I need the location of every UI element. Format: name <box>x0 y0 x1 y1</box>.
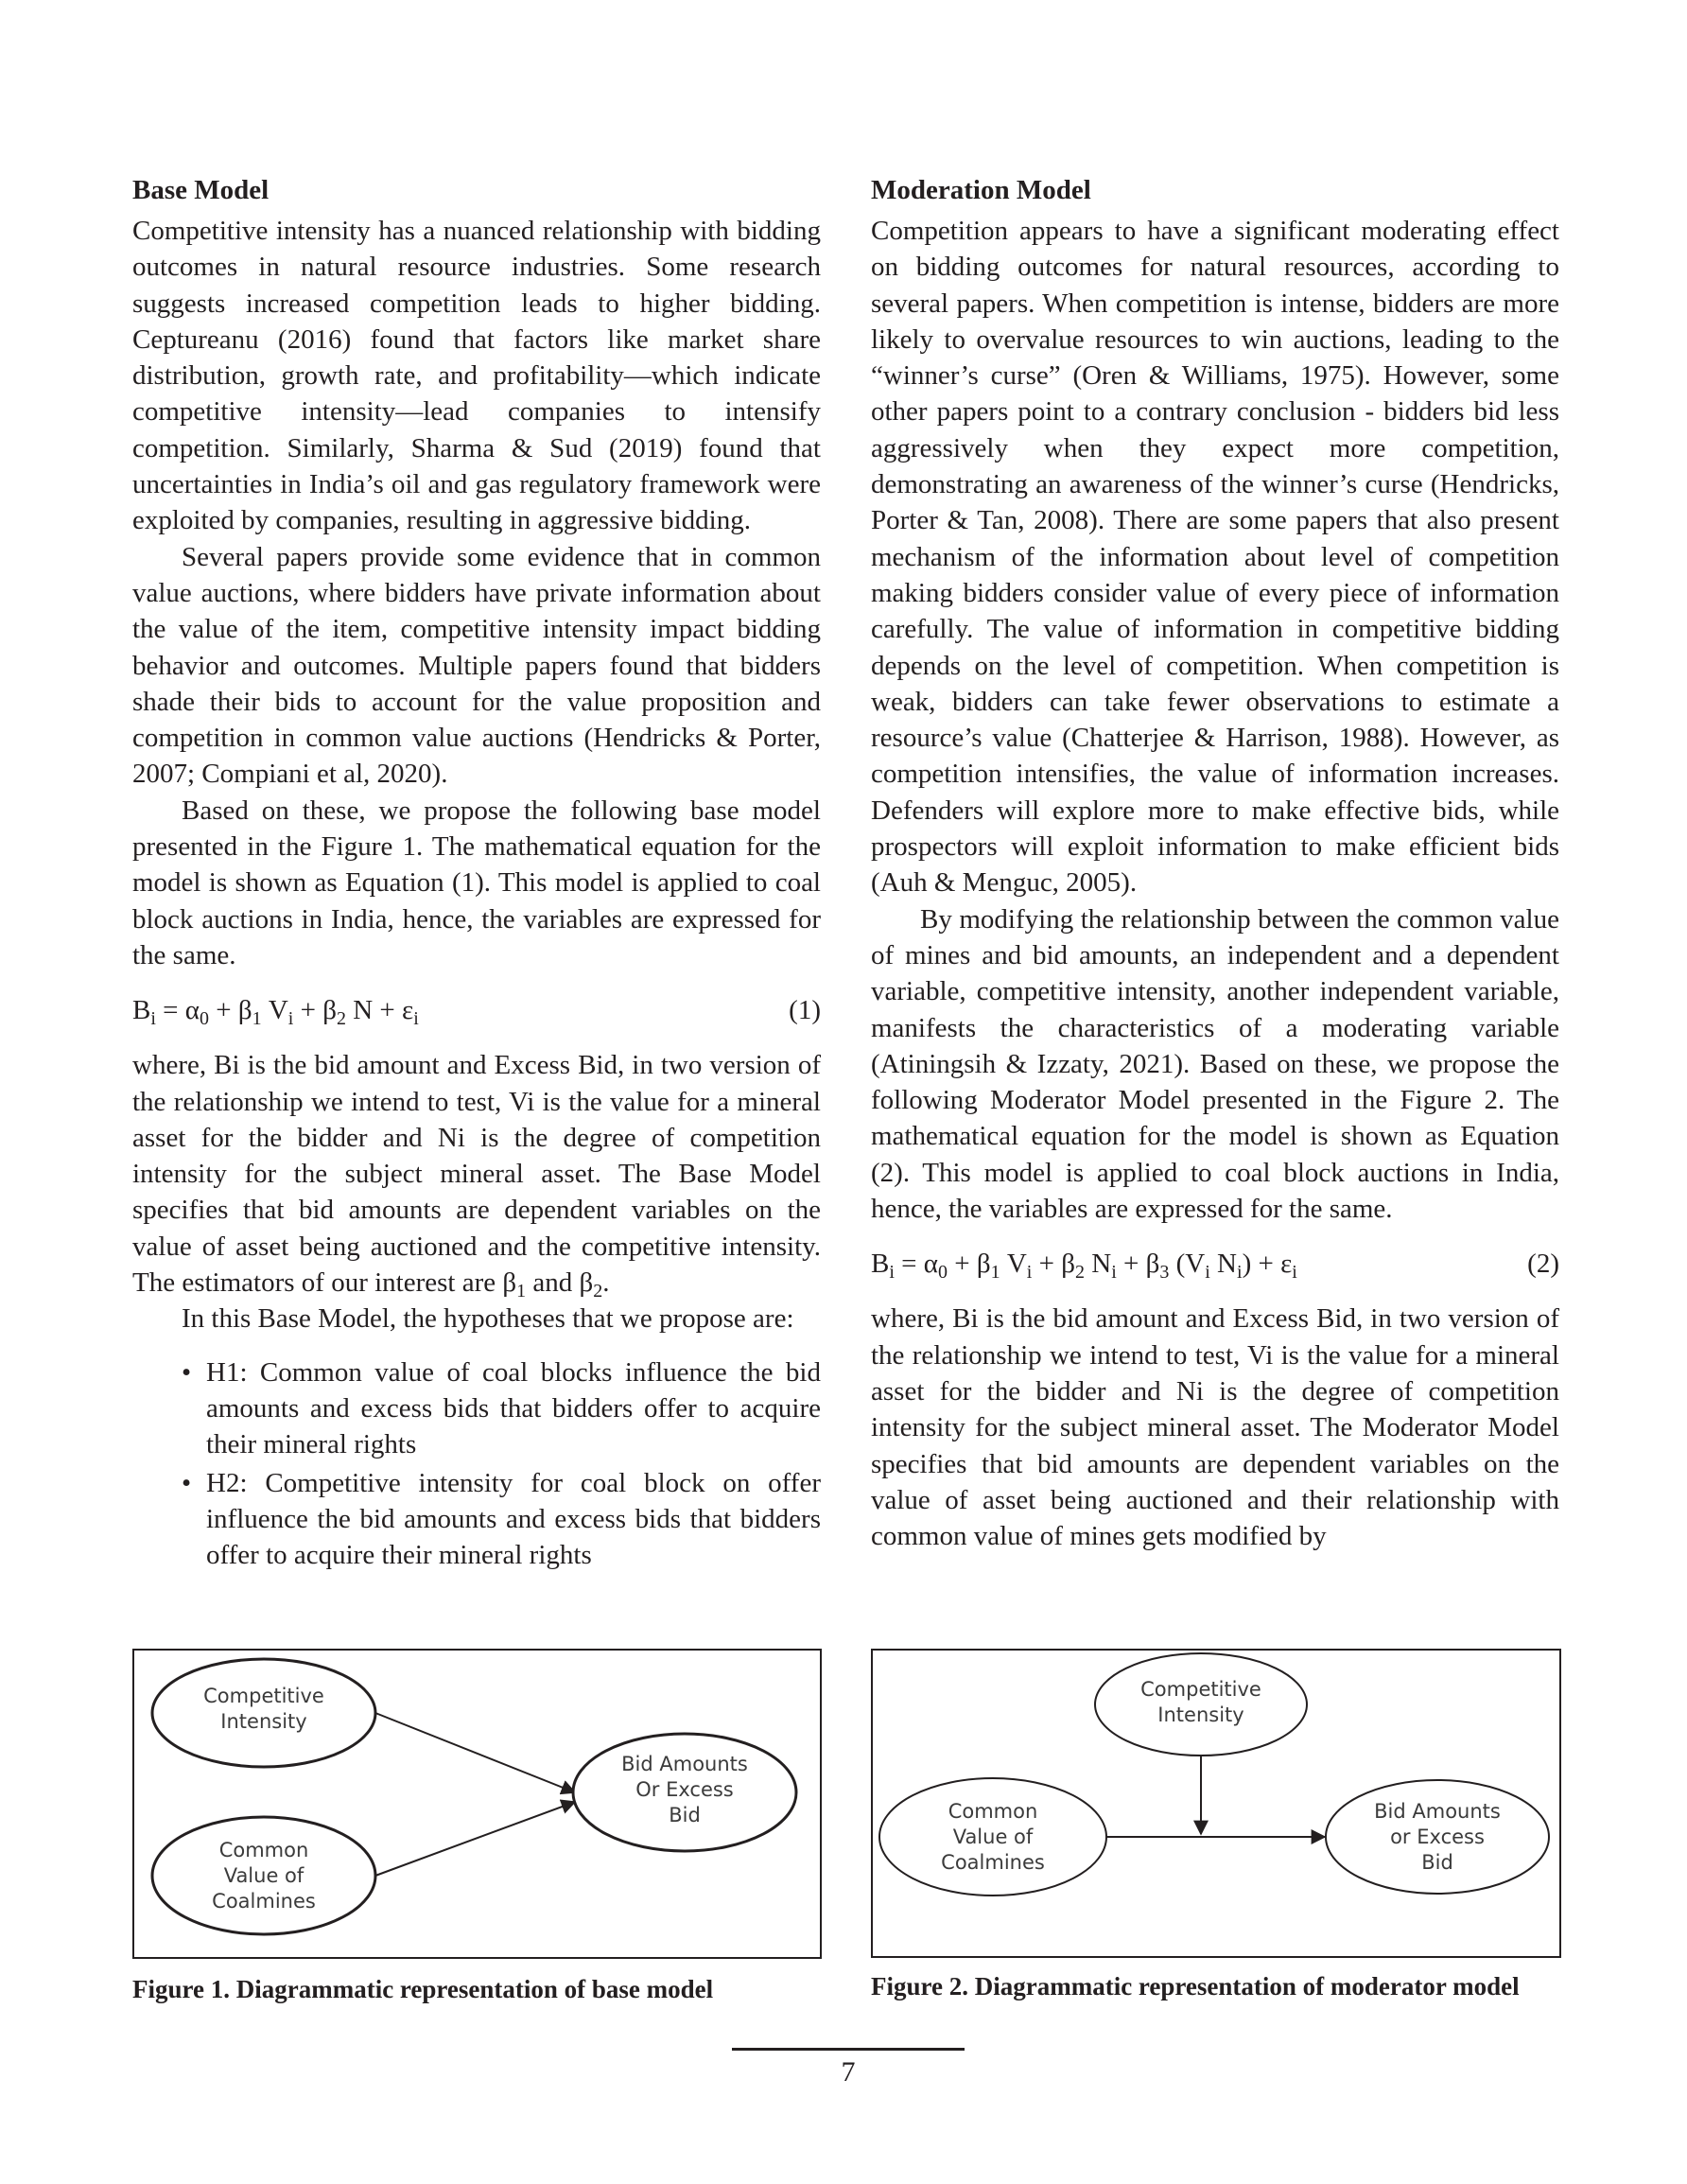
figure-2-diagram <box>871 1649 1561 1958</box>
node-cv-label-1: Common <box>948 1800 1038 1823</box>
node-bid-label-3: Bid <box>669 1804 701 1826</box>
node-bid-label-2: Or Excess <box>635 1778 734 1801</box>
moderation-model-paragraph-1: Competition appears to have a significant moderating effect on bidding outcomes for natural resources, according to several papers. When competition is intense, bidders are more likely to overvalue resources to win auctions, leading to the “winner’s curse” (Oren & Williams, 1975). However, some other papers point to a contrary conclusion - bidders bid less aggressively when they expect more competition, demonstrating an awareness of the winner’s curse (Hendricks, Porter & Tan, 2008). There are some papers that also present mechanism of the information about level of competition making bidders consider value of every piece of information carefully. The value of information in competitive bidding depends on the level of competition. When competition is weak, bidders can take fewer observations to estimate a resource’s value (Chatterjee & Harrison, 1988). However, as competition intensifies, the value of information increases. Defenders will explore more to make effective bids, while prospectors will exploit information to make efficient bids (Auh & Menguc, 2005). <box>871 216 1559 899</box>
right-column <box>871 173 1559 1554</box>
moderation-model-paragraph-3: where, Bi is the bid amount and Excess Bid, in two version of the relationship we intend to test, Vi is the value for a mineral asset for the bidder and Ni is the degree of competition intensity for the subject mineral asset. The Moderator Model specifies that bid amounts are dependent variables on the value of asset being auctioned and their relationship with common value of mines gets modified by <box>871 1303 1559 1552</box>
node-ci-label-1: Competitive <box>203 1685 324 1707</box>
figure-1-svg <box>134 1651 820 1957</box>
node-cv-label-1: Common <box>218 1839 309 1861</box>
figure-1-diagram <box>132 1649 822 1959</box>
left-column <box>132 173 821 1575</box>
hypothesis-h1: • H1: Common value of coal blocks influence the bid amounts and excess bids that bidders offer to acquire their mineral rights <box>132 1354 821 1463</box>
base-model-heading: Base Model <box>132 175 270 205</box>
node-cv-label-3: Coalmines <box>941 1851 1045 1874</box>
moderation-model-paragraph-2: By modifying the relationship between the common value of mines and bid amounts, an independent and a dependent variable, competitive intensity, another independent variable, manifests the characteristics of a moderating variable (Atiningsih & Izzaty, 2021). Based on these, we propose the following Moderator Model presented in the Figure 2. The mathematical equation for the model is shown as Equation (2). This model is applied to coal block auctions in India, hence, the variables are expressed for the same. <box>871 903 1559 1225</box>
base-model-paragraph-3: Based on these, we propose the following base model presented in the Figure 1. The mathematical equation for the model is shown as Equation (1). This model is applied to coal block auctions in India, hence, the variables are expressed for the same. <box>132 795 821 970</box>
node-ci-label-1: Competitive <box>1140 1678 1261 1701</box>
node-cv-label-3: Coalmines <box>212 1890 316 1913</box>
figure-2-svg <box>873 1651 1559 1956</box>
bullet: • <box>182 1356 192 1388</box>
hypotheses-list <box>132 1354 821 1574</box>
node-ci-label-2: Intensity <box>220 1710 307 1733</box>
equation-1: $B_i = \alpha_0 + \beta_1$ $V_i + \beta_2$ $N + \varepsilon_i$ (1) <box>132 992 821 1030</box>
base-model-paragraph-4: where, Bi is the bid amount and Excess Bid, in two version of the relationship we intend to test, Vi is the value for a mineral asset for the bidder and Ni is the degree of competition intensity for the subject mineral asset. The Base Model specifies that bid amounts are dependent variables on the value of asset being auctioned and the competitive intensity. The estimators of our interest are $\beta_1$ and $\beta_2$. <box>132 1050 821 1302</box>
figure-1-caption: Figure 1. Diagrammatic representation of base model <box>132 1975 714 2003</box>
node-bid-label-3: Bid <box>1421 1851 1453 1874</box>
node-cv-label-2: Value of <box>223 1864 304 1887</box>
bullet: • <box>182 1467 192 1498</box>
moderation-model-heading: Moderation Model <box>871 175 1091 205</box>
equation-1-number: (1) <box>789 995 821 1026</box>
page-number: 7 <box>841 2056 856 2088</box>
arrow-cv-to-bid <box>375 1802 575 1876</box>
base-model-paragraph-2: Several papers provide some evidence that in common value auctions, where bidders have private information about the value of the item, competitive intensity impact bidding behavior and outcomes. Multiple papers found that bidders shade their bids to account for the value proposition and competition in common value auctions (Hendricks & Porter, 2007; Compiani et al, 2020). <box>132 541 821 790</box>
node-bid-label-1: Bid Amounts <box>1374 1800 1501 1823</box>
footer-rule <box>732 2048 965 2051</box>
node-bid-label-2: or Excess <box>1390 1826 1485 1848</box>
base-model-paragraph-1: Competitive intensity has a nuanced relationship with bidding outcomes in natural resource industries. Some research suggests increased competition leads to higher bidding. Ceptureanu (2016) found that factors like market share distribution, growth rate, and profitability—which indicate competitive intensity—lead companies to intensify competition. Similarly, Sharma & Sud (2019) found that uncertainties in India’s oil and gas regulatory framework were exploited by companies, resulting in aggressive bidding. <box>132 216 821 536</box>
arrow-ci-to-bid <box>375 1713 575 1792</box>
base-model-paragraph-5: In this Base Model, the hypotheses that we propose are: <box>182 1303 794 1335</box>
figure-2-caption: Figure 2. Diagrammatic representation of moderator model <box>871 1972 1520 2001</box>
equation-2-number: (2) <box>1527 1249 1559 1280</box>
node-bid-label-1: Bid Amounts <box>621 1753 748 1775</box>
node-cv-label-2: Value of <box>952 1826 1034 1848</box>
node-ci-label-2: Intensity <box>1157 1704 1244 1726</box>
equation-2: $B_i = \alpha_0 + \beta_1$ $V_i + \beta_2$ $N_i + \beta_3$ ($V_i$ $N_i) + \varepsilon_i$ (2) <box>871 1246 1559 1284</box>
hypothesis-h2: • H2: Competitive intensity for coal block on offer influence the bid amounts and excess bids that bidders offer to acquire their mineral rights <box>132 1465 821 1574</box>
